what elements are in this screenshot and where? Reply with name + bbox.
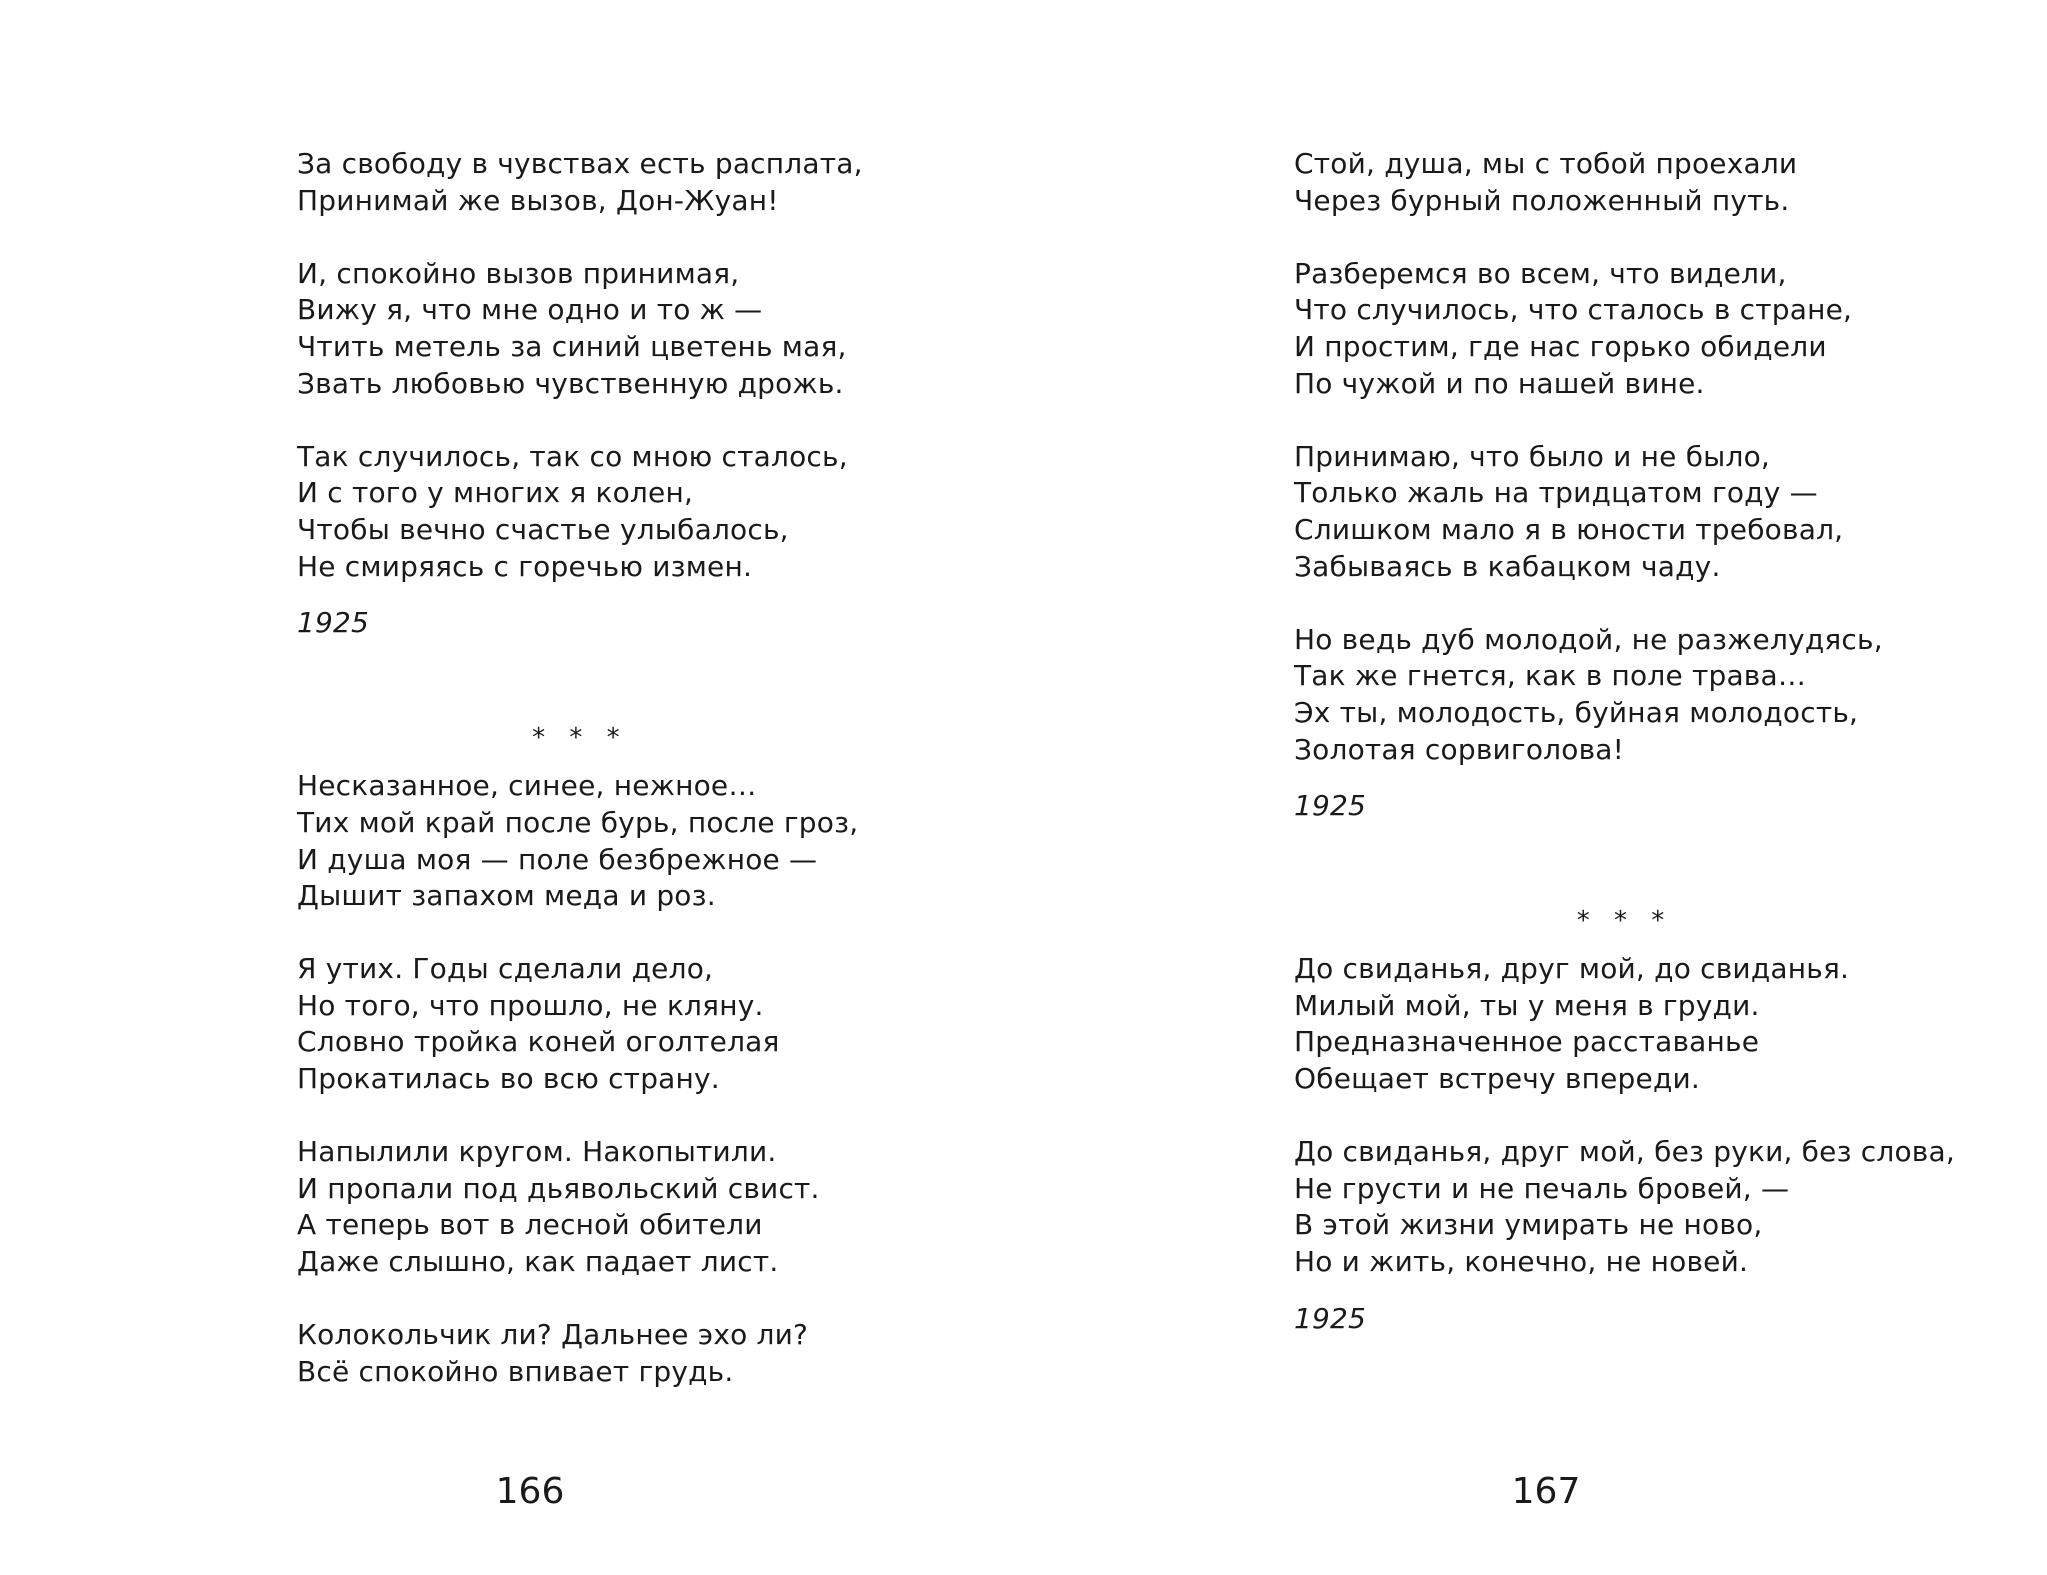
right-page-text xyxy=(1294,146,1955,1337)
verse-line: А теперь вот в лесной обители xyxy=(297,1208,763,1242)
stanza xyxy=(297,256,863,402)
verse-line: Прокатилась во всю страну. xyxy=(297,1062,720,1096)
verse-line: Но того, что прошло, не кляну. xyxy=(297,988,764,1022)
stanza xyxy=(297,1134,863,1280)
stanza xyxy=(297,768,863,914)
verse-line: Принимай же вызов, Дон-Жуан! xyxy=(297,183,779,217)
verse-line: За свободу в чувствах есть расплата, xyxy=(297,147,863,180)
poem-separator-space xyxy=(297,642,863,720)
page-number: 167 xyxy=(1511,1471,1581,1512)
right-page xyxy=(1024,0,2047,1575)
poem-asterisks: * * * xyxy=(1576,905,1673,936)
verse-line: Только жаль на тридцатом году — xyxy=(1294,476,1818,510)
poem-separator-space xyxy=(1294,825,1955,903)
stanza xyxy=(1294,951,1955,1097)
verse-line: Чтить метель за синий цветень мая, xyxy=(297,329,847,363)
stanza xyxy=(1294,1134,1955,1280)
verse-line: Не грусти и не печаль бровей, — xyxy=(1294,1171,1790,1205)
stanza xyxy=(297,146,863,219)
poem-date: 1925 xyxy=(1294,1301,1367,1335)
verse-line: Через бурный положенный путь. xyxy=(1294,183,1790,217)
verse-line: И душа моя — поле безбрежное — xyxy=(297,842,818,876)
stanza xyxy=(297,439,863,585)
stanza xyxy=(297,1317,863,1390)
poem-continued xyxy=(1294,146,1955,825)
verse-line: До свиданья, друг мой, до свиданья. xyxy=(1294,952,1850,986)
poem-asterisks: * * * xyxy=(532,722,628,753)
verse-line: Звать любовью чувственную дрожь. xyxy=(297,366,844,400)
page-number: 166 xyxy=(495,1471,565,1512)
verse-line: Всё спокойно впивает грудь. xyxy=(297,1354,734,1388)
stanza xyxy=(297,951,863,1097)
verse-line: Тих мой край после бурь, после гроз, xyxy=(297,805,859,839)
verse-line: И с того у многих я колен, xyxy=(297,476,694,510)
verse-line: Но и жить, конечно, не новей. xyxy=(1294,1245,1749,1279)
stanza xyxy=(1294,439,1955,585)
verse-line: Даже слышно, как падает лист. xyxy=(297,1245,779,1279)
poem-date: 1925 xyxy=(297,606,370,640)
verse-line: В этой жизни умирать не ново, xyxy=(1294,1208,1763,1242)
verse-line: Но ведь дуб молодой, не разжелудясь, xyxy=(1294,622,1883,656)
poem-date: 1925 xyxy=(1294,789,1367,823)
stanza xyxy=(1294,622,1955,768)
verse-line: Слишком мало я в юности требовал, xyxy=(1294,512,1844,546)
verse-line: Не смиряясь с горечью измен. xyxy=(297,549,753,583)
poem xyxy=(297,720,863,1391)
verse-line: Я утих. Годы сделали дело, xyxy=(297,952,714,986)
left-page xyxy=(0,0,1023,1575)
verse-line: По чужой и по нашей вине. xyxy=(1294,366,1705,400)
verse-line: Забываясь в кабацком чаду. xyxy=(1294,549,1721,583)
verse-line: До свиданья, друг мой, без руки, без слова, xyxy=(1294,1135,1955,1169)
verse-line: Разберемся во всем, что видели, xyxy=(1294,256,1787,290)
left-page-text xyxy=(297,146,863,1390)
verse-line: И простим, где нас горько обидели xyxy=(1294,329,1827,363)
verse-line: Несказанное, синее, нежное… xyxy=(297,769,757,803)
verse-line: И, спокойно вызов принимая, xyxy=(297,256,740,290)
verse-line: Обещает встречу впереди. xyxy=(1294,1062,1701,1096)
poem xyxy=(1294,903,1955,1338)
stanza xyxy=(1294,256,1955,402)
verse-line: Принимаю, что было и не было, xyxy=(1294,439,1771,473)
verse-line: Предназначенное расставанье xyxy=(1294,1025,1760,1059)
verse-line: Так случилось, так со мною сталось, xyxy=(297,439,848,473)
verse-line: Что случилось, что сталось в стране, xyxy=(1294,293,1853,327)
verse-line: Вижу я, что мне одно и то ж — xyxy=(297,293,763,327)
verse-line: Стой, душа, мы с тобой проехали xyxy=(1294,147,1798,180)
verse-line: Дышит запахом меда и роз. xyxy=(297,879,716,913)
verse-line: Словно тройка коней оголтелая xyxy=(297,1025,780,1059)
poem-continued xyxy=(297,146,863,642)
stanza xyxy=(1294,146,1955,219)
verse-line: Чтобы вечно счастье улыбалось, xyxy=(297,512,789,546)
verse-line: Напылили кругом. Накопытили. xyxy=(297,1135,777,1169)
verse-line: Колокольчик ли? Дальнее эхо ли? xyxy=(297,1318,809,1352)
verse-line: И пропали под дьявольский свист. xyxy=(297,1171,820,1205)
verse-line: Эх ты, молодость, буйная молодость, xyxy=(1294,695,1859,729)
verse-line: Милый мой, ты у меня в груди. xyxy=(1294,988,1760,1022)
verse-line: Так же гнется, как в поле трава… xyxy=(1294,659,1807,693)
verse-line: Золотая сорвиголова! xyxy=(1294,732,1625,766)
